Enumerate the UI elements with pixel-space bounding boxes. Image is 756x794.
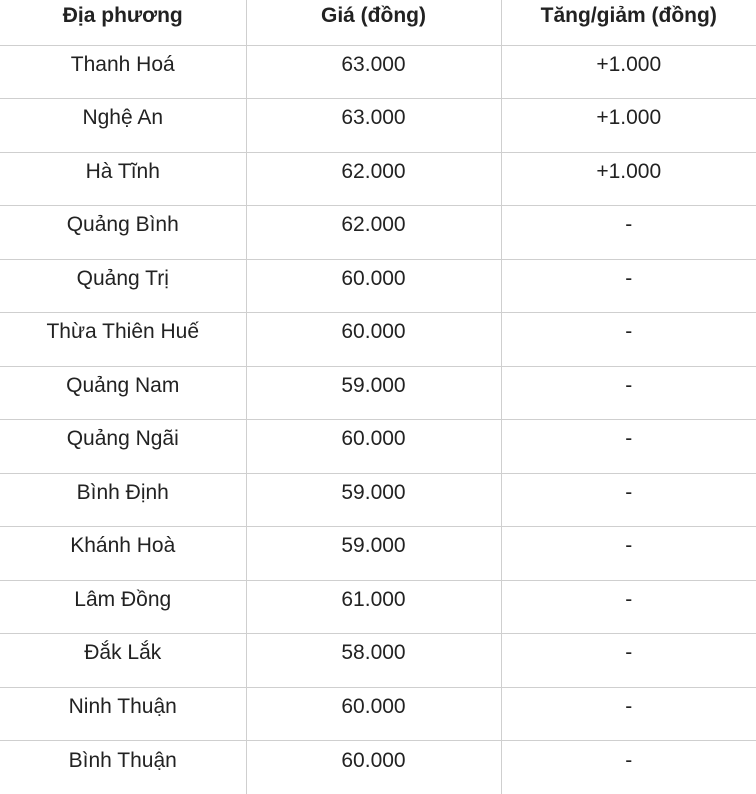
cell-change: -: [501, 366, 756, 420]
cell-change: +1.000: [501, 99, 756, 153]
table-row: [0, 206, 756, 260]
cell-change: -: [501, 206, 756, 260]
table-body: [0, 45, 756, 794]
cell-location: Nghệ An: [0, 99, 246, 153]
cell-change: -: [501, 741, 756, 794]
cell-location: Đắk Lắk: [0, 634, 246, 688]
cell-price: 63.000: [246, 99, 501, 153]
cell-price: 62.000: [246, 206, 501, 260]
cell-location: Lâm Đồng: [0, 580, 246, 634]
table-row: [0, 741, 756, 794]
table-row: [0, 366, 756, 420]
cell-change: -: [501, 259, 756, 313]
cell-price: 60.000: [246, 687, 501, 741]
table-header: [0, 0, 756, 45]
cell-location: Bình Thuận: [0, 741, 246, 794]
cell-price: 61.000: [246, 580, 501, 634]
cell-location: Thừa Thiên Huế: [0, 313, 246, 367]
cell-location: Bình Định: [0, 473, 246, 527]
cell-price: 59.000: [246, 366, 501, 420]
table-row: [0, 580, 756, 634]
cell-change: +1.000: [501, 45, 756, 99]
cell-price: 60.000: [246, 420, 501, 474]
cell-price: 62.000: [246, 152, 501, 206]
header-price: Giá (đồng): [246, 0, 501, 45]
table-row: [0, 313, 756, 367]
cell-change: -: [501, 420, 756, 474]
cell-location: Thanh Hoá: [0, 45, 246, 99]
cell-location: Khánh Hoà: [0, 527, 246, 581]
cell-price: 60.000: [246, 313, 501, 367]
table-row: [0, 45, 756, 99]
cell-change: -: [501, 527, 756, 581]
header-row: [0, 0, 756, 45]
cell-price: 60.000: [246, 259, 501, 313]
cell-price: 58.000: [246, 634, 501, 688]
table-row: [0, 152, 756, 206]
cell-location: Quảng Nam: [0, 366, 246, 420]
table-row: [0, 473, 756, 527]
cell-change: -: [501, 580, 756, 634]
cell-price: 63.000: [246, 45, 501, 99]
table-row: [0, 527, 756, 581]
cell-location: Quảng Trị: [0, 259, 246, 313]
cell-change: +1.000: [501, 152, 756, 206]
cell-location: Ninh Thuận: [0, 687, 246, 741]
table-row: [0, 259, 756, 313]
table-row: [0, 634, 756, 688]
header-location: Địa phương: [0, 0, 246, 45]
table-row: [0, 420, 756, 474]
cell-location: Quảng Ngãi: [0, 420, 246, 474]
cell-change: -: [501, 473, 756, 527]
table-row: [0, 687, 756, 741]
table-row: [0, 99, 756, 153]
cell-price: 59.000: [246, 473, 501, 527]
cell-location: Hà Tĩnh: [0, 152, 246, 206]
cell-change: -: [501, 687, 756, 741]
cell-price: 60.000: [246, 741, 501, 794]
cell-change: -: [501, 634, 756, 688]
cell-price: 59.000: [246, 527, 501, 581]
cell-location: Quảng Bình: [0, 206, 246, 260]
cell-change: -: [501, 313, 756, 367]
header-change: Tăng/giảm (đồng): [501, 0, 756, 45]
